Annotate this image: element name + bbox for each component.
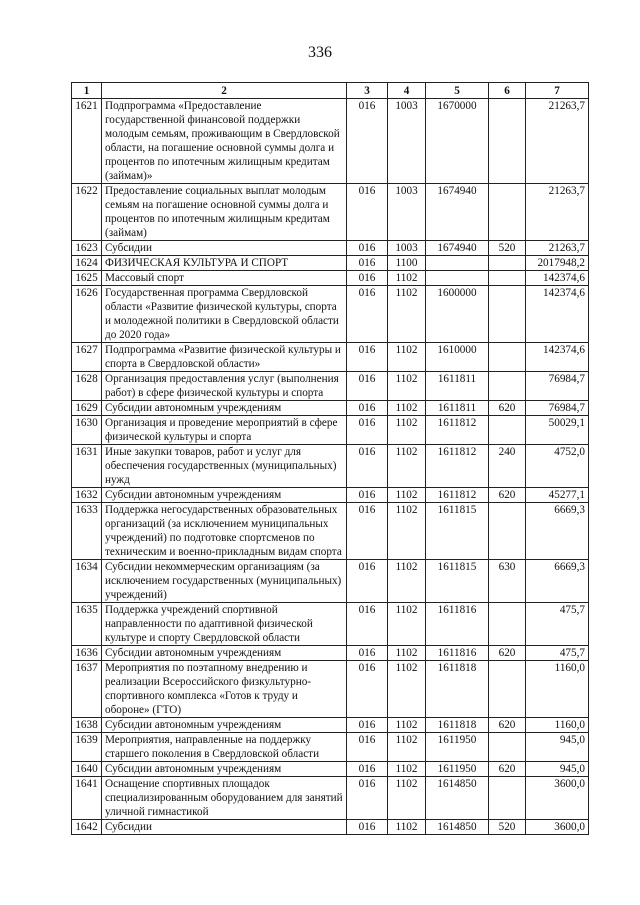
- ministry-code-cell: 016: [347, 718, 388, 733]
- item-name-cell: Субсидии автономным учреждениям: [102, 762, 347, 777]
- column-header: 2: [102, 83, 347, 99]
- section-code-cell: 1102: [388, 416, 426, 445]
- expense-type-cell: 620: [489, 488, 526, 503]
- ministry-code-cell: 016: [347, 271, 388, 286]
- expense-type-cell: [489, 503, 526, 560]
- section-code-cell: 1102: [388, 343, 426, 372]
- target-article-cell: 1611816: [426, 603, 489, 646]
- item-name-cell: Подпрограмма «Развитие физической культуры и спорта в Свердловской области»: [102, 343, 347, 372]
- table-row: [72, 661, 589, 718]
- item-name-cell: Мероприятия, направленные на поддержку старшего поколения в Свердловской области: [102, 733, 347, 762]
- expense-type-cell: [489, 603, 526, 646]
- section-code-cell: 1003: [388, 184, 426, 241]
- ministry-code-cell: 016: [347, 241, 388, 256]
- target-article-cell: 1611950: [426, 733, 489, 762]
- item-name-cell: Массовый спорт: [102, 271, 347, 286]
- table-row: [72, 445, 589, 488]
- ministry-code-cell: 016: [347, 99, 388, 184]
- item-name-cell: Субсидии: [102, 820, 347, 835]
- expense-type-cell: 620: [489, 718, 526, 733]
- row-number-cell: 1631: [72, 445, 102, 488]
- section-code-cell: 1102: [388, 661, 426, 718]
- amount-cell: 2017948,2: [526, 256, 589, 271]
- ministry-code-cell: 016: [347, 777, 388, 820]
- amount-cell: 945,0: [526, 762, 589, 777]
- amount-cell: 21263,7: [526, 99, 589, 184]
- table-row: [72, 286, 589, 343]
- row-number-cell: 1641: [72, 777, 102, 820]
- ministry-code-cell: 016: [347, 256, 388, 271]
- target-article-cell: 1611812: [426, 416, 489, 445]
- expense-type-cell: [489, 416, 526, 445]
- item-name-cell: Мероприятия по поэтапному внедрению и реализации Всероссийского физкультурно-спортивного комплекса «Готов к труду и обороне» (ГТО): [102, 661, 347, 718]
- amount-cell: 4752,0: [526, 445, 589, 488]
- expense-type-cell: [489, 343, 526, 372]
- target-article-cell: 1674940: [426, 241, 489, 256]
- table-row: [72, 99, 589, 184]
- row-number-cell: 1627: [72, 343, 102, 372]
- target-article-cell: 1611811: [426, 401, 489, 416]
- target-article-cell: 1614850: [426, 777, 489, 820]
- section-code-cell: 1102: [388, 603, 426, 646]
- expense-type-cell: [489, 271, 526, 286]
- column-header: 4: [388, 83, 426, 99]
- amount-cell: 21263,7: [526, 241, 589, 256]
- section-code-cell: 1102: [388, 718, 426, 733]
- target-article-cell: 1600000: [426, 286, 489, 343]
- column-header: 3: [347, 83, 388, 99]
- section-code-cell: 1102: [388, 286, 426, 343]
- target-article-cell: 1611950: [426, 762, 489, 777]
- page-number: 336: [308, 44, 332, 61]
- amount-cell: 142374,6: [526, 343, 589, 372]
- section-code-cell: 1102: [388, 820, 426, 835]
- amount-cell: 1160,0: [526, 661, 589, 718]
- expense-type-cell: 620: [489, 646, 526, 661]
- target-article-cell: 1610000: [426, 343, 489, 372]
- amount-cell: 21263,7: [526, 184, 589, 241]
- target-article-cell: 1611816: [426, 646, 489, 661]
- row-number-cell: 1634: [72, 560, 102, 603]
- table-row: [72, 184, 589, 241]
- ministry-code-cell: 016: [347, 184, 388, 241]
- amount-cell: 1160,0: [526, 718, 589, 733]
- target-article-cell: 1614850: [426, 820, 489, 835]
- item-name-cell: Поддержка негосударственных образовательных организаций (за исключением муниципальных учреждений) по подготовке спортсменов по техническим и военно-прикладным видам спорта: [102, 503, 347, 560]
- target-article-cell: 1674940: [426, 184, 489, 241]
- table-row: [72, 646, 589, 661]
- item-name-cell: Субсидии автономным учреждениям: [102, 646, 347, 661]
- expense-type-cell: 520: [489, 820, 526, 835]
- amount-cell: 50029,1: [526, 416, 589, 445]
- ministry-code-cell: 016: [347, 343, 388, 372]
- expense-type-cell: 240: [489, 445, 526, 488]
- amount-cell: 945,0: [526, 733, 589, 762]
- row-number-cell: 1640: [72, 762, 102, 777]
- table-row: [72, 718, 589, 733]
- ministry-code-cell: 016: [347, 733, 388, 762]
- amount-cell: 76984,7: [526, 401, 589, 416]
- target-article-cell: 1611818: [426, 718, 489, 733]
- amount-cell: 3600,0: [526, 820, 589, 835]
- expense-type-cell: [489, 256, 526, 271]
- row-number-cell: 1637: [72, 661, 102, 718]
- item-name-cell: Организация и проведение мероприятий в сфере физической культуры и спорта: [102, 416, 347, 445]
- section-code-cell: 1102: [388, 503, 426, 560]
- amount-cell: 142374,6: [526, 271, 589, 286]
- target-article-cell: 1611812: [426, 445, 489, 488]
- row-number-cell: 1642: [72, 820, 102, 835]
- column-header: 1: [72, 83, 102, 99]
- amount-cell: 76984,7: [526, 372, 589, 401]
- section-code-cell: 1003: [388, 99, 426, 184]
- row-number-cell: 1626: [72, 286, 102, 343]
- ministry-code-cell: 016: [347, 372, 388, 401]
- ministry-code-cell: 016: [347, 503, 388, 560]
- amount-cell: 6669,3: [526, 560, 589, 603]
- item-name-cell: Субсидии автономным учреждениям: [102, 718, 347, 733]
- ministry-code-cell: 016: [347, 560, 388, 603]
- expense-type-cell: 620: [489, 762, 526, 777]
- table-row: [72, 503, 589, 560]
- item-name-cell: Субсидии автономным учреждениям: [102, 401, 347, 416]
- table-body: [72, 99, 589, 835]
- item-name-cell: Субсидии автономным учреждениям: [102, 488, 347, 503]
- row-number-cell: 1632: [72, 488, 102, 503]
- table-row: [72, 416, 589, 445]
- expense-type-cell: [489, 733, 526, 762]
- section-code-cell: 1100: [388, 256, 426, 271]
- item-name-cell: Поддержка учреждений спортивной направленности по адаптивной физической культуре и спорту Свердловской области: [102, 603, 347, 646]
- column-header: 5: [426, 83, 489, 99]
- table-row: [72, 488, 589, 503]
- table-row: [72, 401, 589, 416]
- row-number-cell: 1624: [72, 256, 102, 271]
- row-number-cell: 1628: [72, 372, 102, 401]
- section-code-cell: 1102: [388, 372, 426, 401]
- row-number-cell: 1622: [72, 184, 102, 241]
- item-name-cell: Предоставление социальных выплат молодым семьям на погашение основной суммы долга и процентов по ипотечным жилищным кредитам (займам): [102, 184, 347, 241]
- row-number-cell: 1636: [72, 646, 102, 661]
- expense-type-cell: [489, 184, 526, 241]
- table-row: [72, 560, 589, 603]
- expense-type-cell: 630: [489, 560, 526, 603]
- budget-table: [71, 82, 589, 835]
- section-code-cell: 1102: [388, 401, 426, 416]
- row-number-cell: 1621: [72, 99, 102, 184]
- column-header: 6: [489, 83, 526, 99]
- row-number-cell: 1625: [72, 271, 102, 286]
- section-code-cell: 1102: [388, 560, 426, 603]
- expense-type-cell: 520: [489, 241, 526, 256]
- target-article-cell: [426, 256, 489, 271]
- ministry-code-cell: 016: [347, 488, 388, 503]
- table-row: [72, 343, 589, 372]
- expense-type-cell: [489, 286, 526, 343]
- target-article-cell: [426, 271, 489, 286]
- ministry-code-cell: 016: [347, 646, 388, 661]
- table-header-row: [72, 83, 589, 99]
- table-row: [72, 733, 589, 762]
- ministry-code-cell: 016: [347, 445, 388, 488]
- section-code-cell: 1102: [388, 762, 426, 777]
- ministry-code-cell: 016: [347, 661, 388, 718]
- table-row: [72, 820, 589, 835]
- item-name-cell: Иные закупки товаров, работ и услуг для обеспечения государственных (муниципальных) нужд: [102, 445, 347, 488]
- row-number-cell: 1635: [72, 603, 102, 646]
- table-row: [72, 603, 589, 646]
- ministry-code-cell: 016: [347, 401, 388, 416]
- row-number-cell: 1633: [72, 503, 102, 560]
- column-header: 7: [526, 83, 589, 99]
- amount-cell: 3600,0: [526, 777, 589, 820]
- target-article-cell: 1611815: [426, 503, 489, 560]
- ministry-code-cell: 016: [347, 416, 388, 445]
- table-row: [72, 241, 589, 256]
- ministry-code-cell: 016: [347, 820, 388, 835]
- expense-type-cell: [489, 99, 526, 184]
- amount-cell: 6669,3: [526, 503, 589, 560]
- target-article-cell: 1611815: [426, 560, 489, 603]
- target-article-cell: 1670000: [426, 99, 489, 184]
- expense-type-cell: 620: [489, 401, 526, 416]
- section-code-cell: 1003: [388, 241, 426, 256]
- section-code-cell: 1102: [388, 488, 426, 503]
- item-name-cell: ФИЗИЧЕСКАЯ КУЛЬТУРА И СПОРТ: [102, 256, 347, 271]
- section-code-cell: 1102: [388, 271, 426, 286]
- row-number-cell: 1630: [72, 416, 102, 445]
- item-name-cell: Организация предоставления услуг (выполнения работ) в сфере физической культуры и спорта: [102, 372, 347, 401]
- table-row: [72, 271, 589, 286]
- row-number-cell: 1639: [72, 733, 102, 762]
- table-row: [72, 777, 589, 820]
- item-name-cell: Субсидии: [102, 241, 347, 256]
- table-row: [72, 372, 589, 401]
- item-name-cell: Подпрограмма «Предоставление государственной финансовой поддержки молодым семьям, проживающим в Свердловской области, на погашение основной суммы долга и процентов по ипотечным жилищным кредитам (займам)»: [102, 99, 347, 184]
- row-number-cell: 1623: [72, 241, 102, 256]
- amount-cell: 142374,6: [526, 286, 589, 343]
- row-number-cell: 1638: [72, 718, 102, 733]
- ministry-code-cell: 016: [347, 603, 388, 646]
- item-name-cell: Субсидии некоммерческим организациям (за исключением государственных (муниципальных) учреждений): [102, 560, 347, 603]
- item-name-cell: Оснащение спортивных площадок специализированным оборудованием для занятий уличной гимнастикой: [102, 777, 347, 820]
- target-article-cell: 1611818: [426, 661, 489, 718]
- section-code-cell: 1102: [388, 445, 426, 488]
- ministry-code-cell: 016: [347, 762, 388, 777]
- section-code-cell: 1102: [388, 733, 426, 762]
- amount-cell: 475,7: [526, 646, 589, 661]
- section-code-cell: 1102: [388, 646, 426, 661]
- row-number-cell: 1629: [72, 401, 102, 416]
- section-code-cell: 1102: [388, 777, 426, 820]
- target-article-cell: 1611811: [426, 372, 489, 401]
- table-row: [72, 256, 589, 271]
- expense-type-cell: [489, 661, 526, 718]
- expense-type-cell: [489, 372, 526, 401]
- ministry-code-cell: 016: [347, 286, 388, 343]
- item-name-cell: Государственная программа Свердловской области «Развитие физической культуры, спорта и молодежной политики в Свердловской области до 2020 года»: [102, 286, 347, 343]
- amount-cell: 45277,1: [526, 488, 589, 503]
- amount-cell: 475,7: [526, 603, 589, 646]
- expense-type-cell: [489, 777, 526, 820]
- target-article-cell: 1611812: [426, 488, 489, 503]
- table-row: [72, 762, 589, 777]
